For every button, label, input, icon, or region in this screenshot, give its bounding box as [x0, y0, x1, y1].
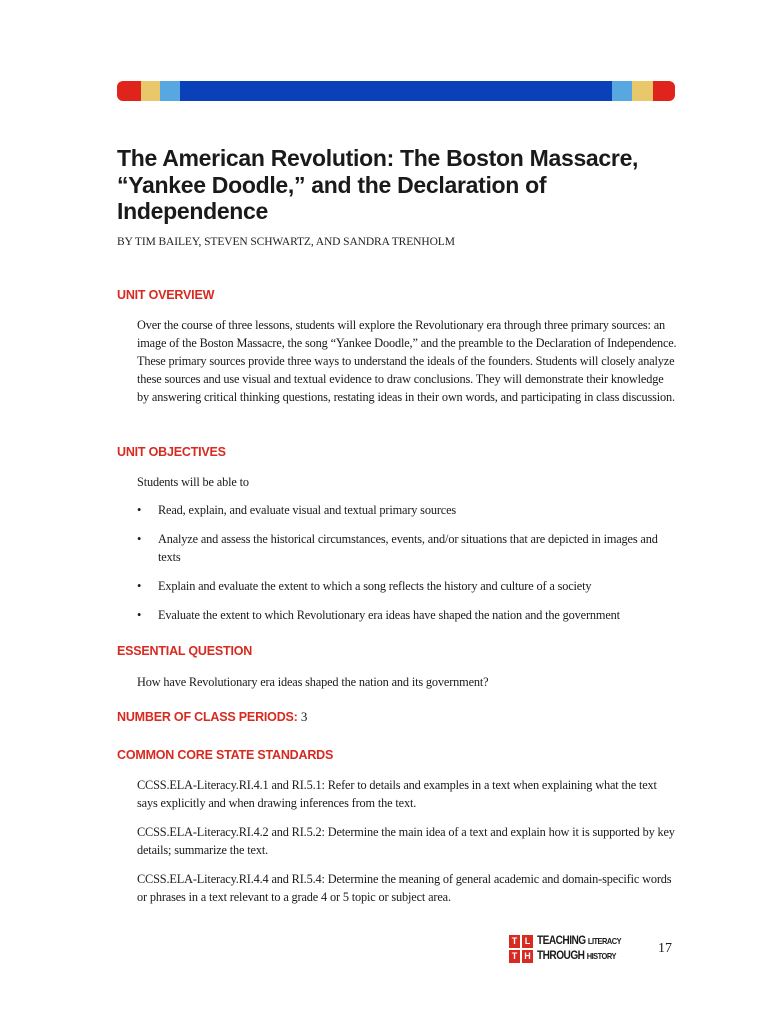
logo-tile: L: [522, 935, 533, 948]
bullet-marker: •: [137, 579, 142, 594]
list-item: [137, 577, 677, 595]
essential-question-heading: ESSENTIAL QUESTION: [117, 644, 253, 658]
bar-segment-dark-blue: [180, 81, 612, 101]
objective-text: Explain and evaluate the extent to which a song reflects the history and culture of a society: [158, 579, 592, 594]
bar-segment-yellow: [632, 81, 653, 101]
logo-word: THROUGH: [537, 950, 585, 962]
class-periods-label: NUMBER OF CLASS PERIODS:: [117, 710, 298, 724]
class-periods-heading: [117, 709, 307, 725]
list-item: [137, 501, 677, 519]
bullet-marker: •: [137, 608, 142, 623]
objectives-list: [137, 501, 677, 635]
unit-overview-heading: UNIT OVERVIEW: [117, 288, 215, 302]
essential-question-text: How have Revolutionary era ideas shaped the nation and its government?: [137, 675, 489, 689]
bar-segment-light-blue: [612, 81, 632, 101]
logo-tile: H: [522, 950, 533, 963]
bullet-marker: •: [137, 532, 142, 547]
bar-segment-red: [653, 81, 675, 101]
bar-segment-red: [117, 81, 141, 101]
standard-item: CCSS.ELA-Literacy.RI.4.4 and RI.5.4: Determine the meaning of general academic and domain-specific words or phrases in a text relevant to a grade 4 or 5 topic or subject area.: [137, 872, 672, 905]
list-item: [137, 606, 677, 624]
logo-tile: T: [509, 935, 520, 948]
decorative-color-bar: [117, 81, 675, 101]
list-item: [137, 530, 677, 566]
objective-text: Analyze and assess the historical circumstances, events, and/or situations that are depicted in images and texts: [158, 532, 658, 565]
objectives-intro: Students will be able to: [137, 475, 249, 489]
byline: BY TIM BAILEY, STEVEN SCHWARTZ, AND SANDRA TRENHOLM: [117, 236, 455, 248]
logo-word: HISTORY: [586, 951, 616, 961]
page-number: 17: [658, 941, 672, 956]
teaching-literacy-through-history-logo: [509, 934, 629, 966]
standards-heading: COMMON CORE STATE STANDARDS: [117, 748, 334, 762]
bar-segment-yellow: [141, 81, 160, 101]
unit-objectives-heading: UNIT OBJECTIVES: [117, 445, 226, 459]
bar-segment-light-blue: [160, 81, 180, 101]
logo-word: LITERACY: [587, 936, 622, 946]
standard-item: CCSS.ELA-Literacy.RI.4.1 and RI.5.1: Refer to details and examples in a text when explaining what the text says explicitly and when drawing inferences from the text.: [137, 778, 657, 811]
logo-word: TEACHING: [537, 935, 586, 947]
class-periods-value: 3: [300, 709, 308, 724]
bullet-marker: •: [137, 503, 142, 517]
standard-item: CCSS.ELA-Literacy.RI.4.2 and RI.5.2: Determine the main idea of a text and explain how it is supported by key details; summarize the text.: [137, 825, 675, 858]
objective-text: Evaluate the extent to which Revolutionary era ideas have shaped the nation and the government: [158, 608, 620, 623]
document-title: The American Revolution: The Boston Massacre, “Yankee Doodle,” and the Declaration of Independence: [117, 145, 639, 224]
logo-tile: T: [509, 950, 520, 963]
logo-line-1: [537, 935, 621, 948]
unit-overview-text: Over the course of three lessons, students will explore the Revolutionary era through three primary sources: an image of the Boston Massacre, the song “Yankee Doodle,” and the preamble to the Declaration of Independence. These primary sources provide three ways to understand the ideals of the founders. Students will closely analyze these sources and use visual and textual evidence to draw conclusions. They will demonstrate their knowledge by answering critical thinking questions, restating ideas in their own words, and participating in class discussion.: [137, 318, 677, 405]
objective-text: Read, explain, and evaluate visual and textual primary sources: [158, 503, 457, 517]
logo-line-2: [537, 950, 616, 963]
